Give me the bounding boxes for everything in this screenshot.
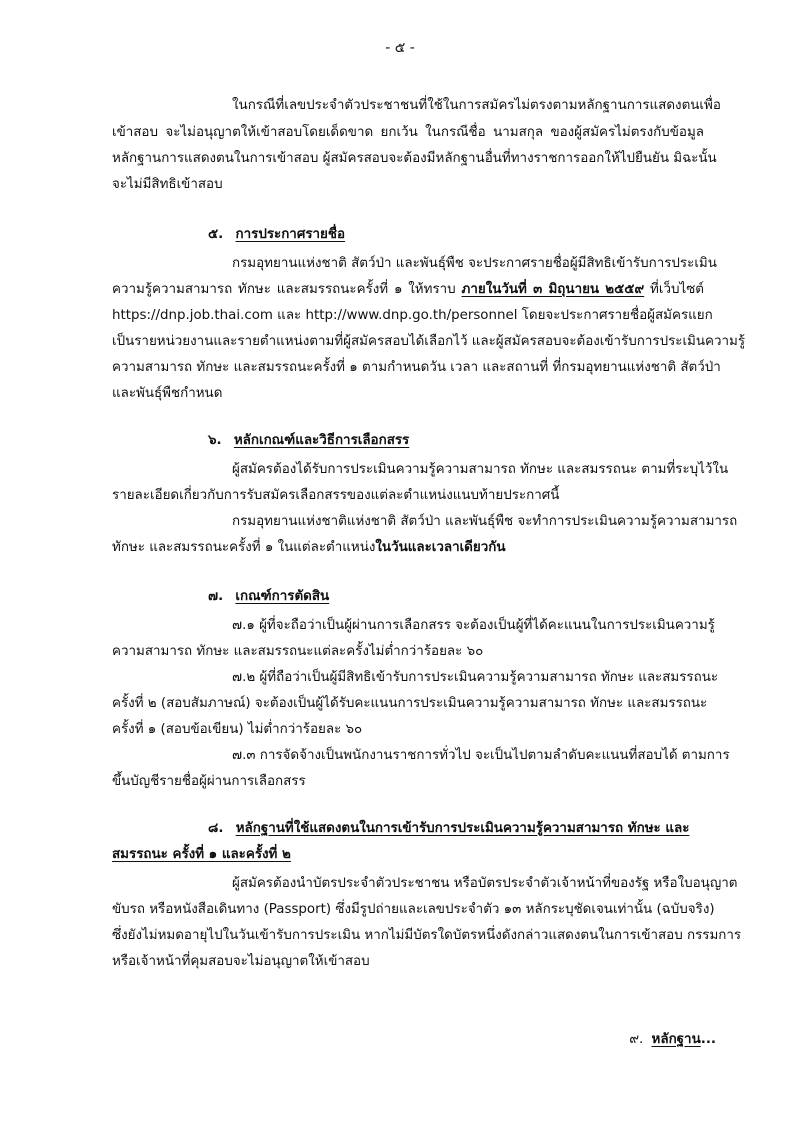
section-7-3-line-2: ขึ้นบัญชีรายชื่อผู้ผ่านการเลือกสรร <box>112 774 306 789</box>
section-7-number: ๗. <box>208 589 224 604</box>
section-5-line-1: กรมอุทยานแห่งชาติ สัตว์ป่า และพันธุ์พืช จะประกาศรายชื่อผู้มีสิทธิเข้ารับการประเมิน <box>232 256 717 271</box>
intro-line-2: เข้าสอบ จะไม่อนุญาตให้เข้าสอบโดยเด็ดขาด ยกเว้น ในกรณีชื่อ นามสกุล ของผู้สมัครไม่ตรงกับข้อมูล <box>112 125 704 140</box>
section-8-line-2: ขับรถ หรือหนังสือเดินทาง (Passport) ซึ่งมีรูปถ่ายและเลขประจำตัว ๑๓ หลักระบุชัดเจนเท่านั้น (ฉบับจริง) <box>112 902 715 917</box>
continuation-number: ๙. <box>629 1032 644 1047</box>
continuation-word: หลักฐาน <box>651 1032 701 1047</box>
section-7-2-line-1: ๗.๒ ผู้ที่ถือว่าเป็นผู้มีสิทธิเข้ารับการประเมินความรู้ความสามารถ ทักษะ และสมรรถนะ <box>232 670 719 685</box>
section-6-same-time: ในวันและเวลาเดียวกัน <box>375 540 506 555</box>
section-8-title-2: สมรรถนะ ครั้งที่ ๑ และครั้งที่ ๒ <box>112 847 291 862</box>
intro-line-1: ในกรณีที่เลขประจำตัวประชาชนที่ใช้ในการสมัครไม่ตรงตามหลักฐานการแสดงตนเพื่อ <box>232 98 721 113</box>
intro-line-4: จะไม่มีสิทธิเข้าสอบ <box>112 177 223 192</box>
section-8-title-1: หลักฐานที่ใช้แสดงตนในการเข้ารับการประเมินความรู้ความสามารถ ทักษะ และ <box>235 821 690 836</box>
section-5-line-5: ความสามารถ ทักษะ และสมรรถนะครั้งที่ ๑ ตามกำหนดวัน เวลา และสถานที่ ที่กรมอุทยานแห่งชาติ สัตว์ป่า <box>112 360 721 375</box>
section-7-2-line-3: ครั้งที่ ๑ (สอบข้อเขียน) ไม่ต่ำกว่าร้อยละ ๖๐ <box>112 722 363 737</box>
section-7-heading <box>208 587 329 607</box>
section-6-line-4 <box>112 538 506 558</box>
section-6-line-1: ผู้สมัครต้องได้รับการประเมินความรู้ความสามารถ ทักษะ และสมรรถนะ ตามที่ระบุไว้ใน <box>232 462 729 477</box>
section-5-heading <box>208 225 345 245</box>
section-6-line-3: กรมอุทยานแห่งชาติแห่งชาติ สัตว์ป่า และพันธุ์พืช จะทำการประเมินความรู้ความสามารถ <box>232 514 738 529</box>
section-5-deadline: ภายในวันที่ ๓ มิถุนายน ๒๕๕๙ <box>461 282 645 297</box>
section-7-title: เกณฑ์การตัดสิน <box>235 589 330 604</box>
section-8-number: ๘. <box>208 821 224 836</box>
intro-line-3: หลักฐานการแสดงตนในการเข้าสอบ ผู้สมัครสอบจะต้องมีหลักฐานอื่นที่ทางราชการออกให้ไปยืนยัน มิฉะนั้น <box>112 151 717 166</box>
continuation-footer <box>620 1030 716 1050</box>
section-8-heading-line-2 <box>112 845 291 865</box>
section-7-1-line-2: ความสามารถ ทักษะ และสมรรถนะแต่ละครั้งไม่ต่ำกว่าร้อยละ ๖๐ <box>112 644 484 659</box>
section-5-websites: https://dnp.job.thai.com และ http://www.dnp.go.th/personnel โดยจะประกาศรายชื่อผู้สมัครแยก <box>112 308 713 323</box>
section-5-line-2a: ความรู้ความสามารถ ทักษะ และสมรรถนะครั้งที่ ๑ ให้ทราบ <box>112 282 456 297</box>
section-6-number: ๖. <box>208 433 222 448</box>
section-8-line-1: ผู้สมัครต้องนำบัตรประจำตัวประชาชน หรือบัตรประจำตัวเจ้าหน้าที่ของรัฐ หรือใบอนุญาต <box>232 876 738 891</box>
section-7-1-line-1: ๗.๑ ผู้ที่จะถือว่าเป็นผู้ผ่านการเลือกสรร จะต้องเป็นผู้ที่ได้คะแนนในการประเมินความรู้ <box>232 618 715 633</box>
section-6-heading <box>208 431 409 451</box>
continuation-dots: ... <box>700 1032 716 1047</box>
section-6-title: หลักเกณฑ์และวิธีการเลือกสรร <box>233 433 410 448</box>
section-6-line-2: รายละเอียดเกี่ยวกับการรับสมัครเลือกสรรของแต่ละตำแหน่งแนบท้ายประกาศนี้ <box>112 488 560 503</box>
section-8-line-3: ซึ่งยังไม่หมดอายุไปในวันเข้ารับการประเมิน หากไม่มีบัตรใดบัตรหนึ่งดังกล่าวแสดงตนในการเข้าสอบ กรรมการ <box>112 928 742 943</box>
section-7-2-line-2: ครั้งที่ ๒ (สอบสัมภาษณ์) จะต้องเป็นผู้ได้รับคะแนนการประเมินความรู้ความสามารถ ทักษะ และสมรรถนะ <box>112 696 708 711</box>
section-5-number: ๕. <box>208 227 224 242</box>
page-number: - ๕ - <box>385 40 415 56</box>
section-7-3-line-1: ๗.๓ การจัดจ้างเป็นพนักงานราชการทั่วไป จะเป็นไปตามลำดับคะแนนที่สอบได้ ตามการ <box>232 748 730 763</box>
section-5-line-6: และพันธุ์พืชกำหนด <box>112 386 223 401</box>
section-5-title: การประกาศรายชื่อ <box>235 227 346 242</box>
section-5-line-2 <box>112 280 704 300</box>
section-8-heading-line-1 <box>208 819 704 839</box>
section-5-line-2c: ที่เว็บไซต์ <box>650 282 704 297</box>
section-6-line-4a: ทักษะ และสมรรถนะครั้งที่ ๑ ในแต่ละตำแหน่ง <box>112 540 376 555</box>
section-8-line-4: หรือเจ้าหน้าที่คุมสอบจะไม่อนุญาตให้เข้าสอบ <box>112 954 370 969</box>
section-5-line-4: เป็นรายหน่วยงานและรายตำแหน่งตามที่ผู้สมัครสอบได้เลือกไว้ และผู้สมัครสอบจะต้องเข้ารับการประเมินความรู้ <box>112 334 746 349</box>
